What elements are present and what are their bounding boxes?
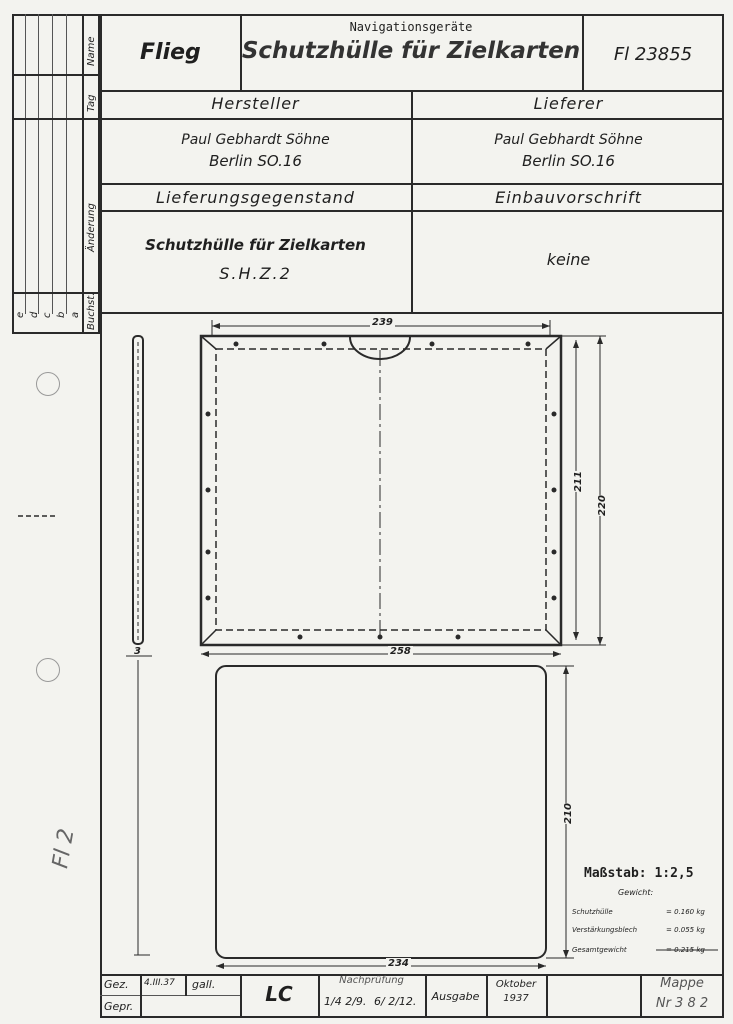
hersteller-city: Berlin SO.16 — [209, 152, 302, 170]
side-letter-b: b — [56, 311, 67, 318]
rivet — [298, 635, 303, 640]
mappe-number: Nr 3 8 2 — [655, 996, 709, 1011]
lieferer-label: Lieferer — [533, 94, 604, 113]
gegenstand-type: S.H.Z.2 — [219, 264, 292, 283]
arrow — [216, 963, 224, 969]
side-label-name: Name — [86, 36, 97, 66]
rivet — [552, 550, 557, 555]
scale-label: Maßstab: 1:2,5 — [584, 866, 694, 881]
drawing-title: Schutzhülle für Zielkarten — [241, 38, 581, 64]
einbau-label: Einbauvorschrift — [495, 188, 642, 207]
cover-inner-dashed — [216, 349, 546, 630]
arrow — [553, 651, 561, 657]
side-label-buchst: Buchst. — [86, 292, 97, 330]
arrow — [597, 637, 603, 645]
weight-row-name: Verstärkungsblech — [572, 926, 638, 934]
gez-date: 4.III.37 — [144, 978, 175, 988]
rivet — [456, 635, 461, 640]
dim-label-outer-width: 258 — [390, 646, 411, 657]
category-label: Navigationsgeräte — [349, 20, 473, 34]
nachpruefung-1: 1/4 2/9. — [324, 995, 367, 1008]
rivet — [206, 550, 211, 555]
arrow — [542, 323, 550, 329]
hersteller-label: Hersteller — [211, 94, 300, 113]
rivet — [552, 596, 557, 601]
weight-row-value: = 0.055 kg — [666, 926, 705, 934]
corner-bevel — [201, 630, 216, 645]
nachpruefung-label: Nachprüfung — [339, 975, 404, 986]
gegenstand-label: Lieferungsgegenstand — [156, 188, 355, 207]
dim-label-plate-height: 210 — [562, 803, 574, 824]
footer-mid-line — [100, 995, 240, 996]
gez-label: Gez. — [104, 978, 129, 991]
gegenstand-value: Schutzhülle für Zielkarten — [145, 236, 366, 254]
corner-bevel — [201, 336, 216, 349]
mappe-label: Mappe — [660, 976, 704, 991]
dim-label-inner-height: 211 — [572, 471, 584, 492]
side-label-aenderung: Änderung — [86, 203, 97, 252]
corner-bevel — [546, 336, 561, 349]
punch-mark — [36, 658, 60, 682]
footer-divider — [546, 974, 548, 1018]
arrow — [563, 666, 569, 674]
lieferer-city: Berlin SO.16 — [522, 152, 615, 170]
weight-row-name: Gesamtgewicht — [572, 946, 627, 954]
side-letter-d: d — [29, 311, 40, 318]
rivet — [430, 342, 435, 347]
side-label-tag: Tag — [86, 94, 97, 112]
gepr-label: Gepr. — [104, 1000, 134, 1013]
designer-name: Flieg — [140, 40, 201, 65]
dim-label-plate-width: 234 — [388, 958, 409, 969]
drawing-number: Fl 23855 — [613, 44, 693, 65]
weight-row-value: = 0.215 kg — [666, 946, 705, 954]
footer-divider — [140, 974, 142, 1018]
footer-divider — [185, 974, 187, 996]
arrow — [597, 336, 603, 344]
rivet — [206, 596, 211, 601]
rivet — [552, 412, 557, 417]
arrow — [563, 950, 569, 958]
rivet — [378, 635, 383, 640]
rivet — [322, 342, 327, 347]
rivet — [552, 488, 557, 493]
gez-sign: gall. — [192, 978, 216, 991]
einbau-value: keine — [546, 250, 591, 269]
rivet — [206, 412, 211, 417]
hersteller-name: Paul Gebhardt Söhne — [181, 132, 330, 148]
rivet — [206, 488, 211, 493]
ausgabe-value: Oktober 1937 — [495, 979, 537, 1004]
weight-row-value: = 0.160 kg — [666, 908, 705, 916]
code-label: LC — [265, 982, 293, 1006]
cover-outer-frame — [201, 336, 561, 645]
nachpruefung-2: 6/ 2/12. — [374, 995, 417, 1008]
rivet — [234, 342, 239, 347]
reinforcement-plate — [216, 666, 546, 958]
arrow — [212, 323, 220, 329]
ausgabe-label: Ausgabe — [431, 990, 480, 1003]
side-letter-e: e — [15, 311, 26, 318]
dim-label-outer-height: 220 — [596, 495, 608, 516]
rivet — [526, 342, 531, 347]
arrow — [538, 963, 546, 969]
margin-note: Fl 2 — [48, 826, 80, 871]
side-letter-c: c — [42, 312, 53, 318]
dim-label-top-width: 239 — [372, 317, 393, 328]
weight-label: Gewicht: — [618, 888, 654, 897]
corner-bevel — [546, 630, 561, 645]
weight-row-name: Schutzhülle — [572, 908, 613, 916]
arrow — [573, 340, 579, 348]
lieferer-name: Paul Gebhardt Söhne — [494, 132, 643, 148]
punch-mark — [36, 372, 60, 396]
dim-label-thickness: 3 — [134, 646, 141, 657]
arrow — [573, 632, 579, 640]
arrow — [201, 651, 209, 657]
side-letter-a: a — [70, 311, 81, 318]
